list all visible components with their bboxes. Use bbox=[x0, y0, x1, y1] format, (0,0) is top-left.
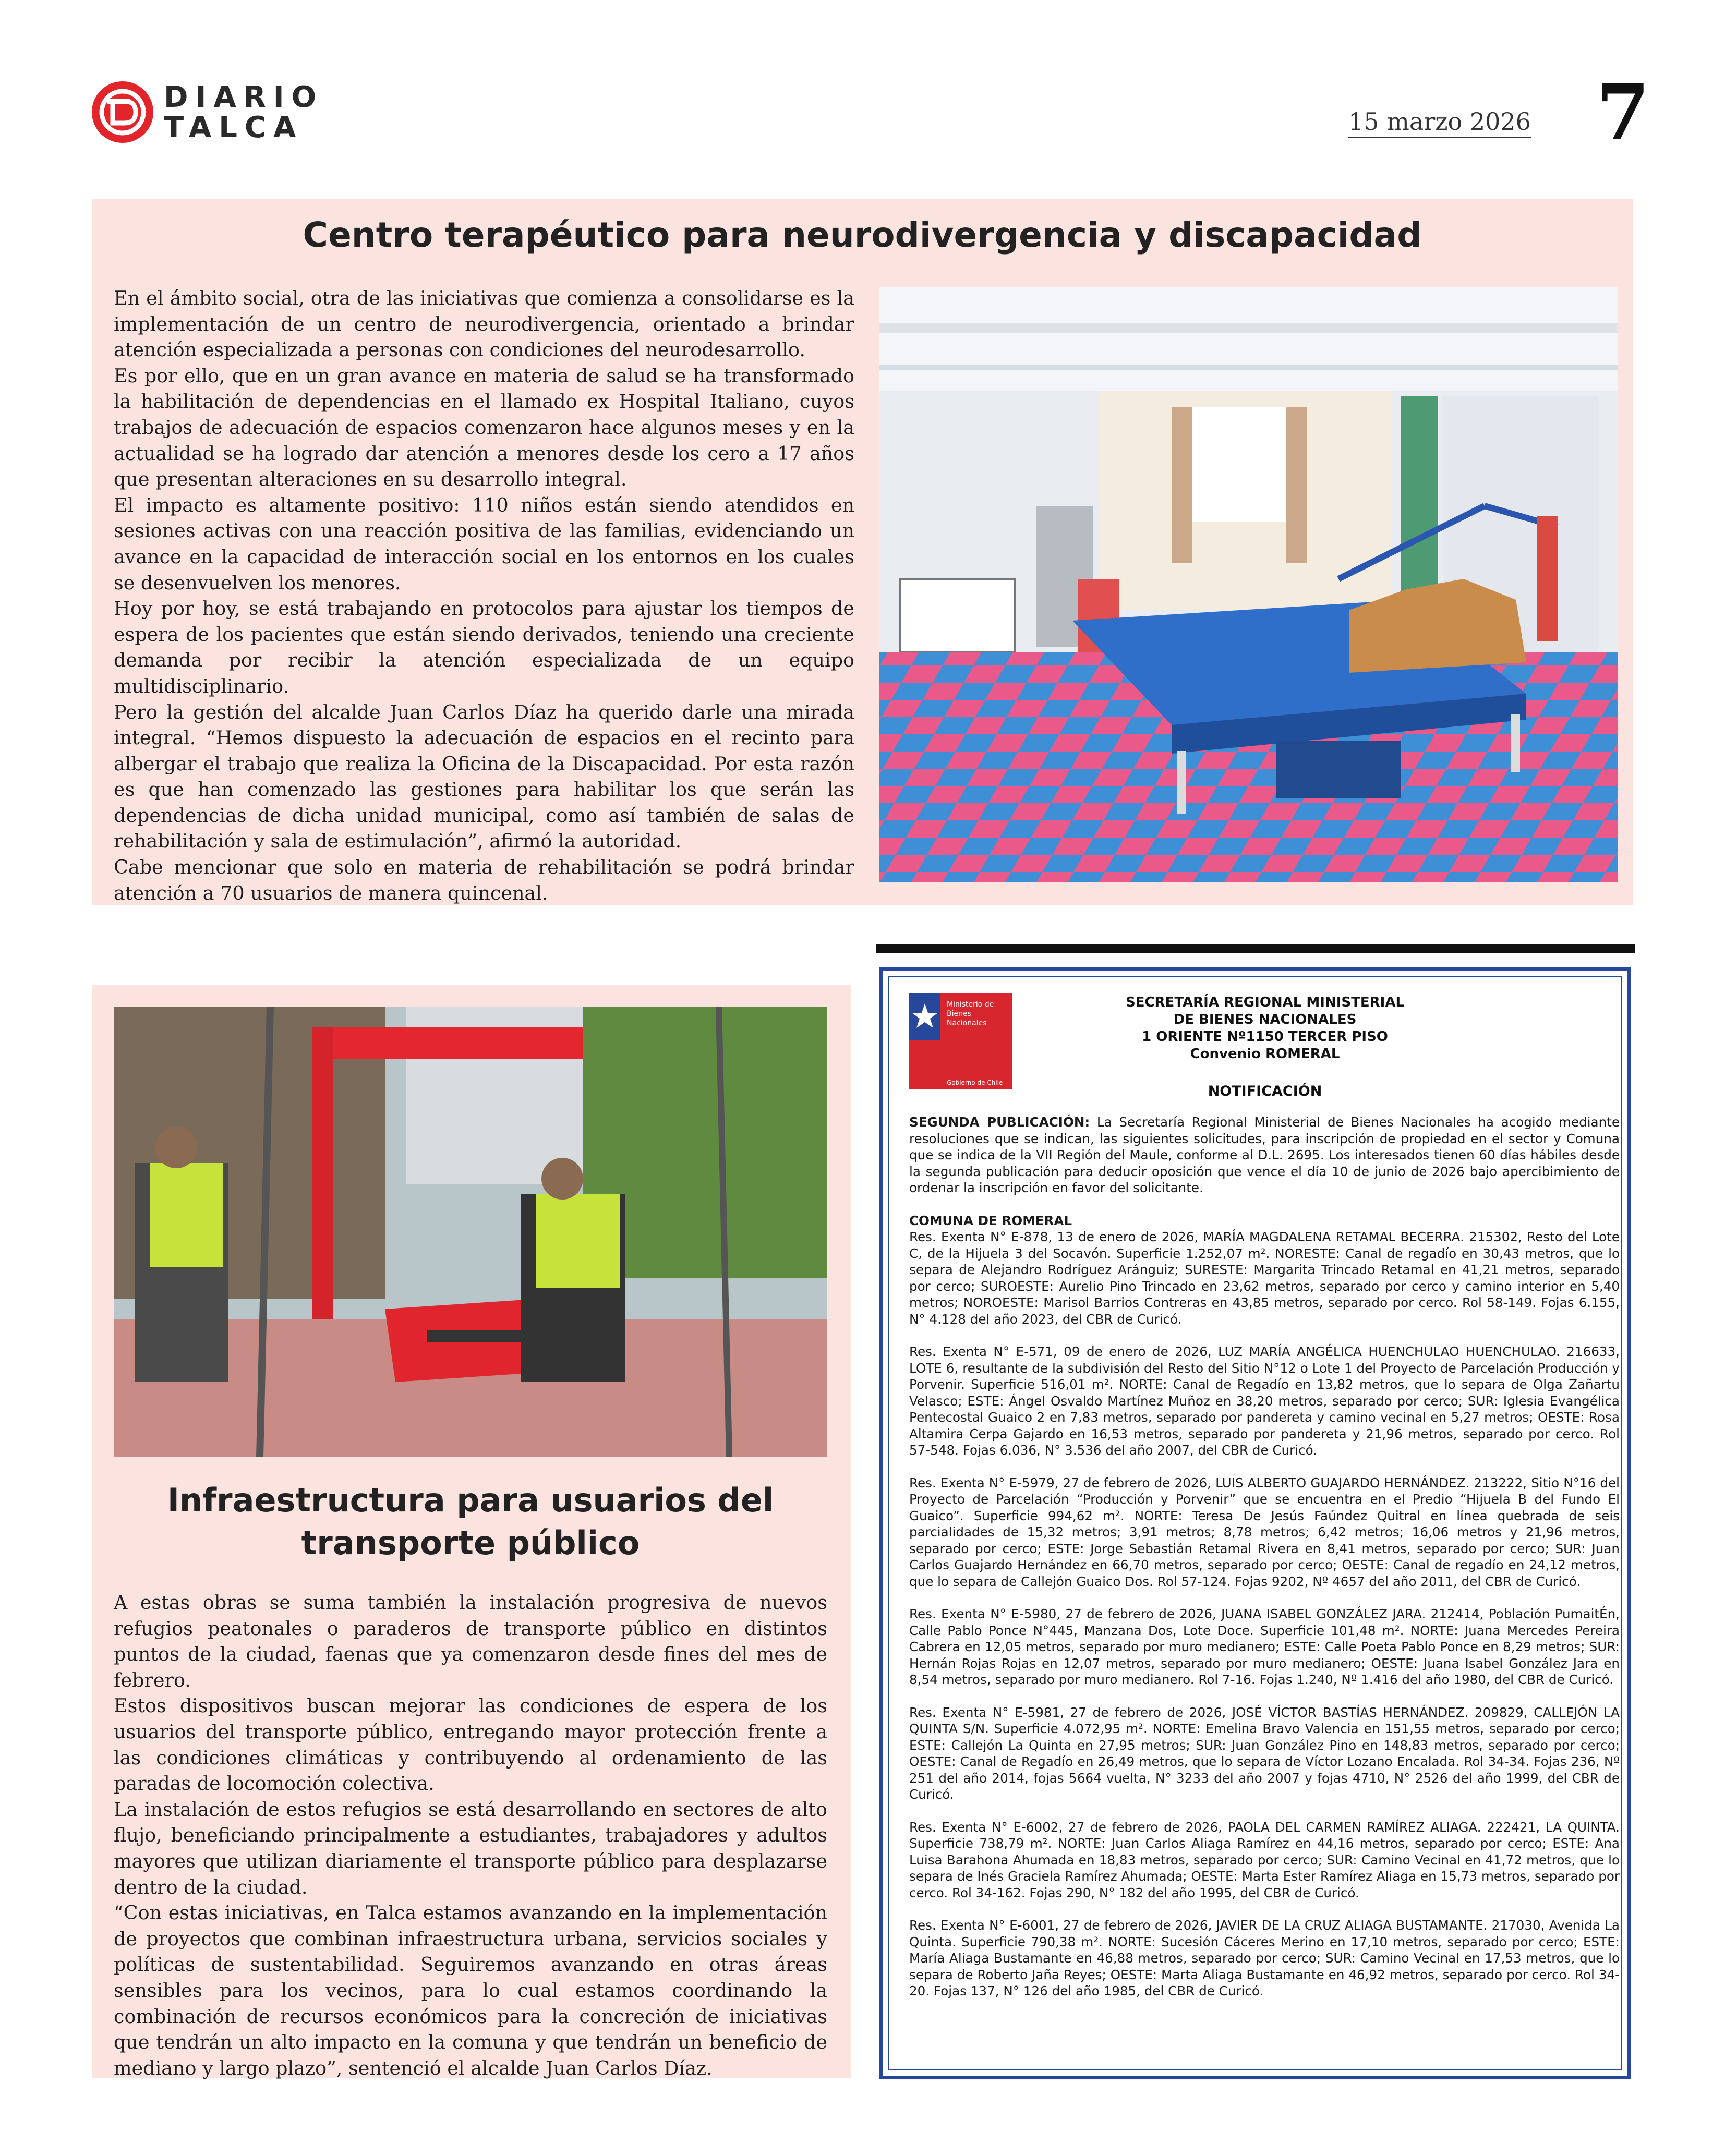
notice-intro bbox=[909, 1114, 1620, 1196]
therapy-room-photo bbox=[879, 287, 1618, 882]
masthead-logo bbox=[92, 78, 324, 146]
article-2-paragraph: La instalación de estos refugios se está desarrollando en sectores de alto flujo, beneficiando principalmente a estudiantes, trabajadores y adultos mayores que utilizan diariamente el transporte público para desplazarse dentro de la ciudad. bbox=[114, 1798, 827, 1898]
article-2-paragraph: Estos dispositivos buscan mejorar las condiciones de espera de los usuarios del transporte público, entregando mayor protección frente a las condiciones climáticas y contribuyendo al ordenamiento de las paradas de locomoción colectiva. bbox=[114, 1694, 827, 1795]
notice-entry: Res. Exenta N° E-6002, 27 de febrero de 2026, PAOLA DEL CARMEN RAMÍREZ ALIAGA. 222421, LA QUINTA. Superficie 738,79 m². NORTE: Juan Carlos Aliaga Ramírez en 44,16 metros, separado por cerco; ESTE: Ana Luisa Barahona Ahumada en 18,83 metros, separado por cerco; SUR: Camino Vecinal en 41,72 metros, que lo separa de Inés Graciela Ramírez Ahumada; OESTE: Marta Ester Ramírez Aliaga en 15,73 metros, separado por cerco. Rol 34-162. Fojas 290, N° 182 del año 1995, del CBR de Curicó. bbox=[909, 1819, 1620, 1900]
notice-header-line: SECRETARÍA REGIONAL MINISTERIAL bbox=[1125, 995, 1405, 1010]
article-2-title bbox=[114, 1479, 827, 1565]
ministry-logo-text-3: Nacionales bbox=[947, 1019, 987, 1027]
notice-header bbox=[1009, 994, 1521, 1063]
article-2-paragraph: A estas obras se suma también la instalación progresiva de nuevos refugios peatonales o paraderos de transporte público en distintos puntos de la ciudad, faenas que ya comenzaron desde fines del mes de febrero. bbox=[114, 1591, 827, 1691]
article-1-paragraph: En el ámbito social, otra de las iniciativas que comienza a consolidarse es la implementación de un centro de neurodivergencia, orientado a brindar atención especializada a personas con condiciones del neurodesarrollo. bbox=[114, 287, 854, 361]
notice-top-rule bbox=[876, 944, 1635, 953]
notice-entry: Res. Exenta N° E-6001, 27 de febrero de 2026, JAVIER DE LA CRUZ ALIAGA BUSTAMANTE. 217030, Avenida La Quinta. Superficie 790,38 m². NORTE: Sucesión Cáceres Merino en 17,10 metros, separado por cerco; ESTE: María Aliaga Bustamante en 46,88 metros, separado por cerco; SUR: Camino Vecinal en 17,53 metros, que lo separa de Roberto Jaña Reyes; OESTE: Marta Aliaga Bustamante en 46,92 metros, separado por cerco. Rol 34-20. Fojas 137, N° 126 del año 1985, del CBR de Curicó. bbox=[909, 1918, 1620, 1998]
notice-entry: Res. Exenta N° E-5981, 27 de febrero de 2026, JOSÉ VÍCTOR BASTÍAS HERNÁNDEZ. 209829, CALLEJÓN LA QUINTA S/N. Superficie 4.072,95 m². NORTE: Emelina Bravo Valencia en 151,55 metros, separado por cerco; ESTE: Callejón La Quinta en 27,95 metros; SUR: Juan González Pino en 148,83 metros, separado por cerco; OESTE: Canal de Regadío en 26,49 metros, que lo separa de Víctor Lozano Encalada. Rol 34-34. Fojas 236, Nº 251 del año 2014, fojas 5664 vuelta, N° 3233 del año 2007 y fojas 4710, N° 2526 del año 1999, del CBR de Curicó. bbox=[909, 1704, 1620, 1802]
notice-entry: Res. Exenta N° E-878, 13 de enero de 2026, MARÍA MAGDALENA RETAMAL BECERRA. 215302, Resto del Lote C, de la Hijuela 3 del Socavón. Superficie 1.252,07 m². NORESTE: Canal de regadío en 30,43 metros, que lo separa de Alejandro Rodríguez Aránguiz; SURESTE: Margarita Trincado Retamal en 41,21 metros, separado por cerco; SUROESTE: Aurelio Pino Trincado en 23,62 metros, separado por cerco y camino interior en 5,40 metros; NOROESTE: Marisol Barrios Contreras en 43,85 metros, separado por cerco. Rol 58-149. Fojas 6.155, N° 4.128 del año 2023, del CBR de Curicó. bbox=[909, 1229, 1620, 1327]
article-2-body bbox=[114, 1590, 827, 2081]
article-1-paragraph: El impacto es altamente positivo: 110 niños están siendo atendidos en sesiones activas con una reacción positiva de las familias, evidenciando un avance en la capacidad de interacción social en los entornos en los cuales se desenvuelven los menores. bbox=[114, 493, 854, 594]
issue-date: 15 marzo 2026 bbox=[1348, 107, 1531, 136]
article-2-title-line-2: transporte público bbox=[301, 1524, 640, 1562]
article-2-title-line-1: Infraestructura para usuarios del bbox=[167, 1481, 774, 1519]
article-2-paragraph: “Con estas iniciativas, en Talca estamos avanzando en la implementación de proyectos que combinan infraestructura urbana, servicios sociales y políticas de sustentabilidad. Seguiremos avanzando en otras áreas sensibles para los vecinos, para lo cual estamos coordinando la combinación de recursos económicos para la concreción de iniciativas que tendrán un alto impacto en la comuna y que tendrán un beneficio de mediano y largo plazo”, sentenció el alcalde Juan Carlos Díaz. bbox=[114, 1901, 827, 2079]
article-1-paragraph: Hoy por hoy, se está trabajando en protocolos para ajustar los tiempos de espera de los pacientes que están siendo derivados, teniendo una creciente demanda por recibir la atención especializada de un equipo multidisciplinario. bbox=[114, 597, 854, 697]
article-1-paragraph: Es por ello, que en un gran avance en materia de salud se ha transformado la habilitación de dependencias en el llamado ex Hospital Italiano, cuyos trabajos de adecuación de espacios comenzaron hace algunos meses y en la actualidad se ha logrado dar atención a menores desde los cero a 17 años que presentan alteraciones en su desarrollo integral. bbox=[114, 364, 854, 491]
date-underline bbox=[1348, 137, 1531, 138]
notice-title: NOTIFICACIÓN bbox=[1208, 1083, 1322, 1099]
notice-comuna-label: COMUNA DE ROMERAL bbox=[909, 1213, 1072, 1228]
ministry-logo-footer: Gobierno de Chile bbox=[947, 1079, 1003, 1086]
ministry-logo bbox=[909, 993, 1012, 1089]
bus-shelter-construction-photo bbox=[114, 1007, 827, 1457]
notice-entry: Res. Exenta N° E-5979, 27 de febrero de 2026, LUIS ALBERTO GUAJARDO HERNÁNDEZ. 213222, Sitio N°16 del Proyecto de Parcelación “Producción y Porvenir” que se encuentra en el Predio “Hijuela B del Fundo El Guaico”. Superficie 994,62 m². NORTE: Teresa De Jesús Faúndez Quitral en línea quebrada de seis parcialidades de 15,32 metros; 3,91 metros; 8,78 metros; 6,42 metros; 16,06 metros y 21,96 metros, separado por cerco; ESTE: Jorge Sebastián Retamal Rivera en 8,41 metros, separado por cerco; SUR: Juan Carlos Guajardo Hernández en 66,70 metros, separado por cerco; OESTE: Canal de regadío en 24,12 metros, que lo separa de Callejón Guaico Dos. Rol 57-124. Fojas 9202, Nº 4657 del año 2011, del CBR de Curicó. bbox=[909, 1475, 1620, 1589]
article-1-body bbox=[114, 285, 854, 906]
legal-notice-box bbox=[879, 967, 1631, 2079]
notice-intro-label: SEGUNDA PUBLICACIÓN: bbox=[909, 1115, 1090, 1130]
notice-header-line: 1 ORIENTE Nº1150 TERCER PISO bbox=[1142, 1029, 1388, 1045]
logo-line-2: TALCA bbox=[164, 111, 304, 144]
ministry-logo-text-2: Bienes bbox=[947, 1010, 971, 1018]
logo-line-1: DIARIO bbox=[164, 80, 324, 114]
notice-header-line: DE BIENES NACIONALES bbox=[1173, 1012, 1357, 1027]
article-1-paragraph: Cabe mencionar que solo en materia de rehabilitación se podrá brindar atención a 70 usuarios de manera quincenal. bbox=[114, 856, 854, 904]
page-number: 7 bbox=[1596, 67, 1650, 158]
ministry-logo-text-1: Ministerio de bbox=[947, 1000, 994, 1009]
notice-entry: Res. Exenta N° E-571, 09 de enero de 2026, LUZ MARÍA ANGÉLICA HUENCHULAO HUENCHULAO. 216633, LOTE 6, resultante de la subdivisión del Resto del Sitio N°12 o Lote 1 del Proyecto de Parcelación Producción y Porvenir. Superficie 516,01 m². NORTE: Canal de Regadío en 13,82 metros, que lo separa de Olga Zañartu Velasco; ESTE: Ángel Osvaldo Martínez Muñoz en 38,20 metros, separado por cerco; SUR: Iglesia Evangélica Pentecostal Guaico 2 en 7,83 metros, separado por pandereta y camino vecinal en 5,27 metros; OESTE: Rosa Altamira Cerpa Gajardo en 16,53 metros, separado por pandereta y 21,96 metros, separado por cerco. Rol 57-548. Fojas 6.036, N° 3.536 del año 2007, del CBR de Curicó. bbox=[909, 1344, 1620, 1458]
notice-body bbox=[909, 1114, 1620, 2016]
logo-emblem-icon bbox=[92, 81, 153, 143]
article-1-paragraph: Pero la gestión del alcalde Juan Carlos Díaz ha querido darle una mirada integral. “Hemos dispuesto la adecuación de espacios en el recinto para albergar el trabajo que realiza la Oficina de la Discapacidad. Por esta razón es que han comenzado las gestiones para habilitar los que serán las dependencias de dicha unidad municipal, como así también de salas de rehabilitación y sala de estimulación”, afirmó la autoridad. bbox=[114, 700, 854, 853]
notice-entry: Res. Exenta N° E-5980, 27 de febrero de 2026, JUANA ISABEL GONZÁLEZ JARA. 212414, Población PumaitÉn, Calle Pablo Ponce N°445, Manzana Dos, Lote Doce. Superficie 101,48 m². NORTE: Juana Mercedes Pereira Cabrera en 12,05 metros, separado por muro medianero; ESTE: Calle Poeta Pablo Ponce en 8,29 metros; SUR: Hernán Rojas Rojas en 12,07 metros, separado por muro medianero; OESTE: Juana Isabel González Jara en 8,54 metros, separado por muro medianero. Rol 7-16. Fojas 1.240, Nº 1.416 del año 1980, del CBR de Curicó. bbox=[909, 1606, 1620, 1687]
notice-header-line: Convenio ROMERAL bbox=[1190, 1046, 1340, 1062]
article-1-title: Centro terapéutico para neurodivergencia y discapacidad bbox=[303, 215, 1422, 255]
notice-intro-text: La Secretaría Regional Ministerial de Bienes Nacionales ha acogido mediante resoluciones que se indican, las siguientes solicitudes, para inscripción de propiedad en el sector y Comuna que se indica de la VII Región del Maule, conforme al D.L. 2695. Los interesados tienen 60 días hábiles desde la segunda publicación para deducir oposición que vence el día 10 de junio de 2026 bajo apercibimiento de ordenar la inscripción en favor del solicitante. bbox=[909, 1115, 1620, 1195]
